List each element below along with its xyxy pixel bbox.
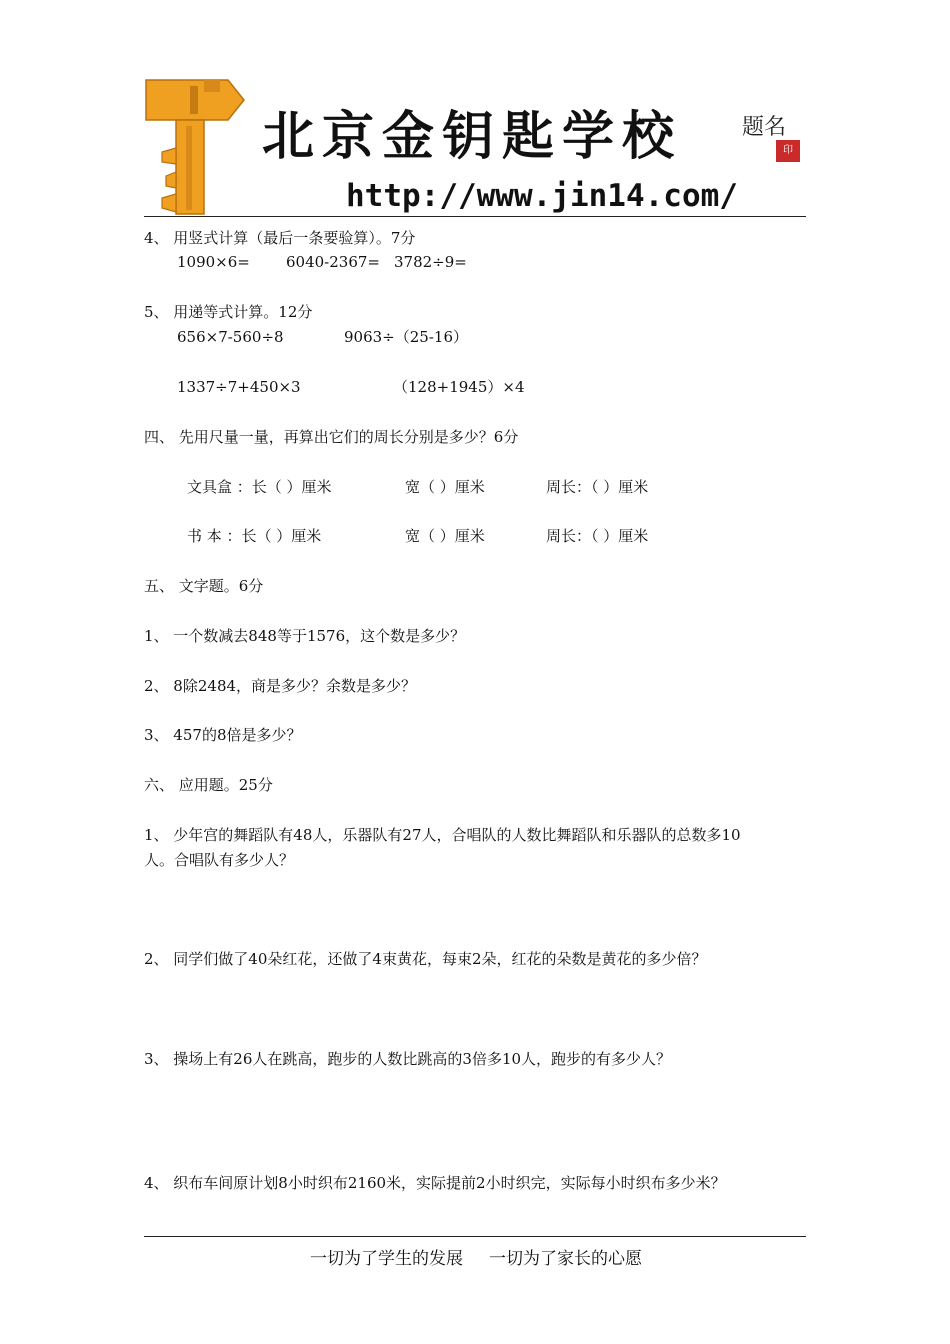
sec5-item: 3、 457的8倍是多少？ — [144, 726, 302, 744]
sec6-item: 人。合唱队有多少人？ — [144, 851, 295, 869]
q5-item: 1337÷7+450×3 — [177, 378, 301, 396]
header-divider — [144, 216, 806, 217]
measure-label: 文具盒 ：长（ ）厘米 — [187, 478, 332, 496]
sec6-item: 2、 同学们做了40朵红花，还做了4束黄花，每束2朵，红花的朵数是黄花的多少倍？ — [144, 950, 707, 968]
key-logo-icon — [144, 66, 250, 216]
sec5-item: 1、 一个数减去848等于1576，这个数是多少？ — [144, 627, 466, 645]
q5-item: 9063÷（25-16） — [344, 328, 468, 346]
measure-perimeter: 周长：（ ）厘米 — [546, 527, 649, 545]
school-name: 北京金钥匙学校 — [262, 106, 683, 167]
footer-slogan-student: 一切为了学生的发展 — [310, 1249, 463, 1269]
q5-item: （128+1945）×4 — [393, 378, 525, 396]
seal-icon: 印 — [776, 140, 800, 162]
footer-slogan-parent: 一切为了家长的心愿 — [489, 1249, 642, 1269]
footer-divider — [144, 1236, 806, 1237]
school-url: http://www.jin14.com/ — [346, 178, 738, 214]
signature: 题名 — [742, 115, 787, 140]
measure-perimeter: 周长：（ ）厘米 — [546, 478, 649, 496]
q4-heading: 4、 用竖式计算（最后一条要验算）。7分 — [144, 229, 416, 247]
sec6-item: 3、 操场上有26人在跳高，跑步的人数比跳高的3倍多10人，跑步的有多少人？ — [144, 1050, 672, 1068]
sec6-item: 1、 少年宫的舞蹈队有48人，乐器队有27人，合唱队的人数比舞蹈队和乐器队的总数多10 — [144, 826, 741, 844]
sec6-heading: 六、 应用题。25分 — [144, 776, 273, 794]
measure-width: 宽（ ）厘米 — [405, 478, 485, 496]
q4-item: 3782÷9= — [394, 253, 467, 271]
sec5-heading: 五、 文字题。6分 — [144, 577, 264, 595]
sec5-item: 2、 8除2484，商是多少？余数是多少？ — [144, 677, 417, 695]
q4-item: 1090×6= — [177, 253, 250, 271]
measure-label: 书 本 ：长（ ）厘米 — [187, 527, 322, 545]
q5-item: 656×7-560÷8 — [177, 328, 284, 346]
q4-item: 6040-2367= — [286, 253, 380, 271]
sec6-item: 4、 织布车间原计划8小时织布2160米，实际提前2小时织完，实际每小时织布多少米？ — [144, 1174, 726, 1192]
measure-width: 宽（ ）厘米 — [405, 527, 485, 545]
sec4-heading: 四、 先用尺量一量，再算出它们的周长分别是多少？6分 — [144, 428, 519, 446]
q5-heading: 5、 用递等式计算。12分 — [144, 303, 313, 321]
